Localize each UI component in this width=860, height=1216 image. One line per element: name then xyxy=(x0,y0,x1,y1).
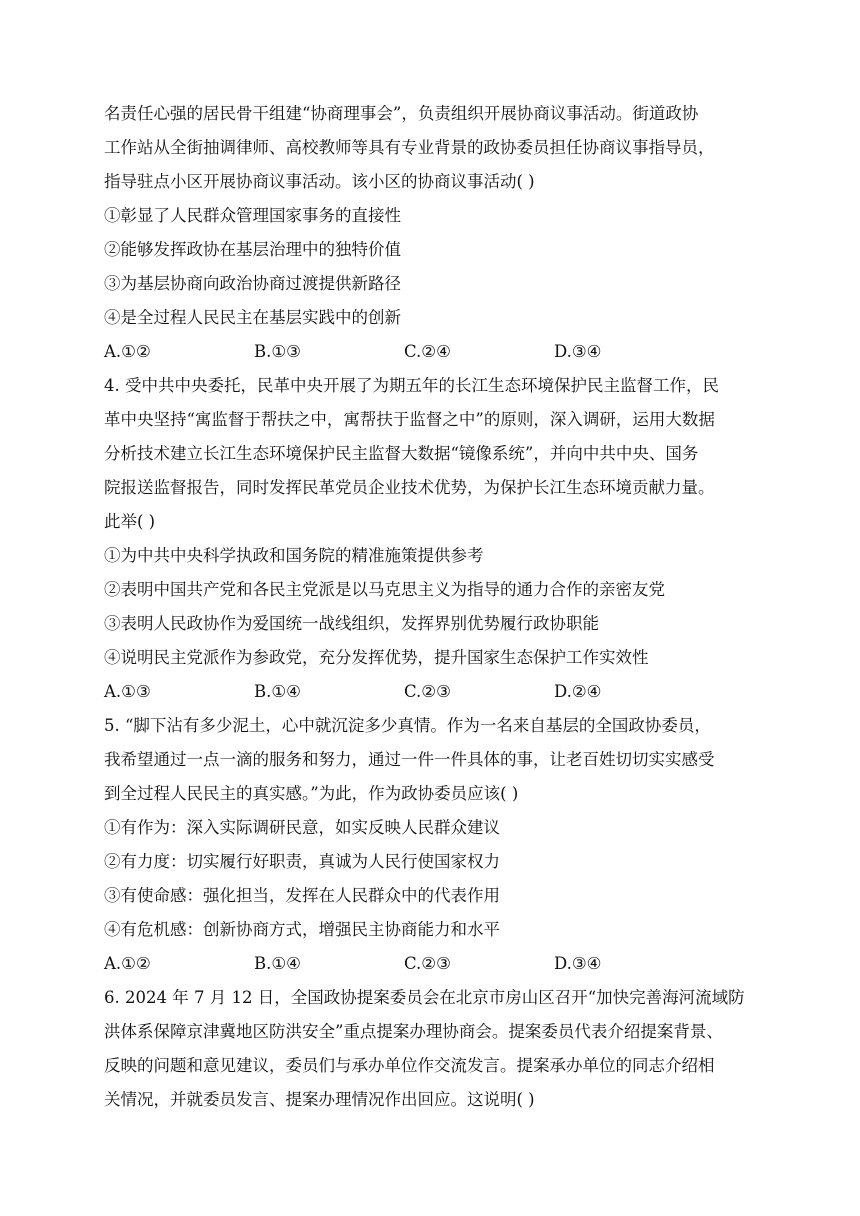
q5-stem-line: 5. “脚下沾有多少泥土，心中就沉淀多少真情。作为一名来自基层的全国政协委员， xyxy=(104,716,711,735)
q4-option-c: C.②③ xyxy=(404,682,451,701)
q3-option-d: D.③④ xyxy=(554,342,602,361)
q5-option-b: B.①④ xyxy=(254,954,301,973)
q3-stem-line: 指导驻点小区开展协商议事活动。该小区的协商议事活动( ) xyxy=(104,172,535,191)
q5-stem-line: 到全过程人民民主的真实感。”为此，作为政协委员应该( ) xyxy=(104,784,519,803)
q4-stem-line: 革中央坚持“寓监督于帮扶之中，寓帮扶于监督之中”的原则，深入调研，运用大数据 xyxy=(104,410,715,429)
q4-stem-line: 分析技术建立长江生态环境保护民主监督大数据“镜像系统”，并向中共中央、国务 xyxy=(104,444,699,463)
q4-item-4: ④说明民主党派作为参政党，充分发挥优势，提升国家生态保护工作实效性 xyxy=(104,648,649,667)
q3-item-4: ④是全过程人民民主在基层实践中的创新 xyxy=(104,308,401,327)
q3-item-1: ①彰显了人民群众管理国家事务的直接性 xyxy=(104,206,401,225)
q6-stem-line: 反映的问题和意见建议，委员们与承办单位作交流发言。提案承办单位的同志介绍相 xyxy=(104,1056,715,1075)
q4-stem-line: 4. 受中共中央委托，民革中央开展了为期五年的长江生态环境保护民主监督工作，民 xyxy=(104,376,719,395)
q6-stem-line: 洪体系保障京津冀地区防洪安全”重点提案办理协商会。提案委员代表介绍提案背景、 xyxy=(104,1022,723,1041)
q4-option-d: D.②④ xyxy=(554,682,602,701)
q3-option-b: B.①③ xyxy=(254,342,301,361)
q6-stem-line: 关情况，并就委员发言、提案办理情况作出回应。这说明( ) xyxy=(104,1090,535,1109)
q5-item-2: ②有力度：切实履行好职责，真诚为人民行使国家权力 xyxy=(104,852,500,871)
q3-stem-line: 名责任心强的居民骨干组建“协商理事会”，负责组织开展协商议事活动。街道政协 xyxy=(104,104,699,123)
q4-stem-line: 此举( ) xyxy=(104,512,156,531)
q6-stem-line: 6. 2024 年 7 月 12 日，全国政协提案委员会在北京市房山区召开“加快完善海河流域防 xyxy=(104,988,745,1007)
q4-options xyxy=(104,680,744,704)
q3-option-a: A.①② xyxy=(104,342,151,361)
q4-option-a: A.①③ xyxy=(104,682,151,701)
q5-item-1: ①有作为：深入实际调研民意，如实反映人民群众建议 xyxy=(104,818,500,837)
q3-item-3: ③为基层协商向政治协商过渡提供新路径 xyxy=(104,274,401,293)
q4-stem-line: 院报送监督报告，同时发挥民革党员企业技术优势，为保护长江生态环境贡献力量。 xyxy=(104,478,715,497)
q5-option-c: C.②③ xyxy=(404,954,451,973)
q3-item-2: ②能够发挥政协在基层治理中的独特价值 xyxy=(104,240,401,259)
q5-item-3: ③有使命感：强化担当，发挥在人民群众中的代表作用 xyxy=(104,886,500,905)
q4-item-3: ③表明人民政协作为爱国统一战线组织，发挥界别优势履行政协职能 xyxy=(104,614,599,633)
q3-stem-line: 工作站从全街抽调律师、高校教师等具有专业背景的政协委员担任协商议事指导员， xyxy=(104,138,715,157)
q3-option-c: C.②④ xyxy=(404,342,451,361)
q5-stem-line: 我希望通过一点一滴的服务和努力，通过一件一件具体的事，让老百姓切切实实感受 xyxy=(104,750,715,769)
q4-option-b: B.①④ xyxy=(254,682,301,701)
q4-item-1: ①为中共中央科学执政和国务院的精准施策提供参考 xyxy=(104,546,484,565)
q3-options xyxy=(104,340,744,364)
q5-option-d: D.③④ xyxy=(554,954,602,973)
q5-option-a: A.①② xyxy=(104,954,151,973)
q5-options xyxy=(104,952,744,976)
q5-item-4: ④有危机感：创新协商方式，增强民主协商能力和水平 xyxy=(104,920,500,939)
q4-item-2: ②表明中国共产党和各民主党派是以马克思主义为指导的通力合作的亲密友党 xyxy=(104,580,665,599)
